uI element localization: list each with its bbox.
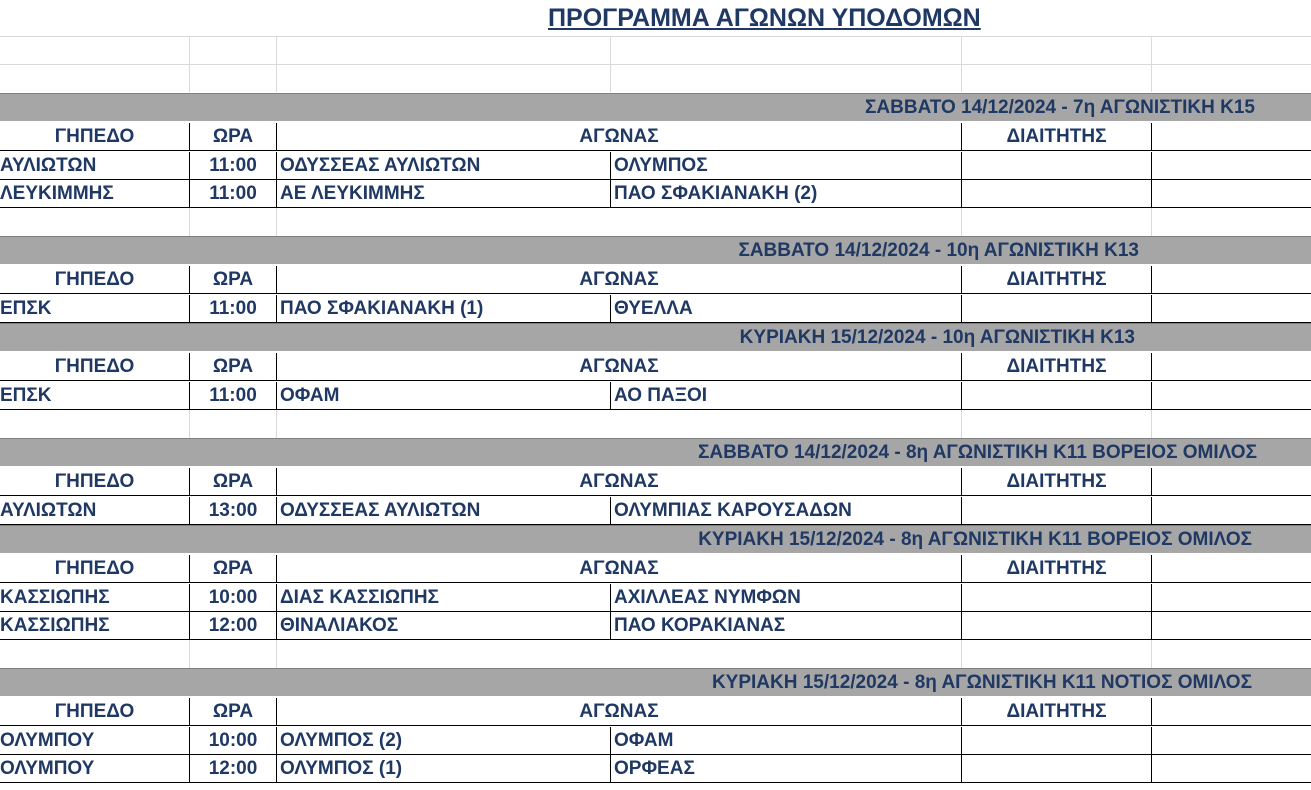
column-header-row [0,123,1311,151]
section-heading: ΣΑΒΒΑΤΟ 14/12/2024 - 8η ΑΓΩΝΙΣΤΙΚΗ Κ11 ΒΟΡΕΙΟΣ ΟΜΙΛΟΣ [697,441,1257,463]
time-cell: 11:00 [190,382,277,409]
venue-cell: ΕΠΣΚ [0,382,190,409]
venue-cell: ΛΕΥΚΙΜΜΗΣ [0,180,190,207]
table-row [0,612,1311,640]
gridline [0,64,1311,65]
gridline [276,410,277,438]
time-header: ΩΡΑ [190,468,277,495]
home-team-cell: ΟΔΥΣΣΕΑΣ ΑΥΛΙΩΤΩΝ [277,152,611,179]
match-header: ΑΓΩΝΑΣ [277,468,962,495]
table-row [0,727,1311,755]
referee-cell [962,497,1152,524]
time-header: ΩΡΑ [190,123,277,150]
time-cell: 11:00 [190,152,277,179]
referee-header: ΔΙΑΙΤΗΤΗΣ [962,555,1152,582]
venue-cell: ΑΥΛΙΩΤΩΝ [0,152,190,179]
time-cell: 13:00 [190,497,277,524]
section-heading: ΣΑΒΒΑΤΟ 14/12/2024 - 7η ΑΓΩΝΙΣΤΙΚΗ Κ15 [865,96,1255,118]
gridline [1151,36,1152,92]
venue-header: ΓΗΠΕΔΟ [0,123,190,150]
venue-header: ΓΗΠΕΔΟ [0,555,190,582]
section-heading: ΚΥΡΙΑΚΗ 15/12/2024 - 10η ΑΓΩΝΙΣΤΙΚΗ Κ13 [739,326,1135,348]
gridline [276,36,277,92]
venue-header: ΓΗΠΕΔΟ [0,266,190,293]
time-cell: 11:00 [190,180,277,207]
table-row [0,152,1311,180]
section-heading-band [0,323,1311,351]
referee-header: ΔΙΑΙΤΗΤΗΣ [962,266,1152,293]
table-row [0,295,1311,323]
away-team-cell: ΘΥΕΛΛΑ [611,295,962,322]
home-team-cell: ΟΦΑΜ [277,382,611,409]
venue-cell: ΕΠΣΚ [0,295,190,322]
home-team-cell: ΟΔΥΣΣΕΑΣ ΑΥΛΙΩΤΩΝ [277,497,611,524]
gridline [1151,410,1152,438]
column-header-row [0,698,1311,726]
referee-header: ΔΙΑΙΤΗΤΗΣ [962,123,1152,150]
gridline [0,36,1311,37]
table-row [0,584,1311,612]
away-team-cell: ΠΑΟ ΚΟΡΑΚΙΑΝΑΣ [611,612,962,639]
time-cell: 10:00 [190,727,277,754]
venue-cell: ΚΑΣΣΙΩΠΗΣ [0,612,190,639]
referee-cell [962,755,1152,782]
match-header: ΑΓΩΝΑΣ [277,266,962,293]
referee-cell [962,727,1152,754]
table-row [0,180,1311,208]
away-team-cell: ΑΧΙΛΛΕΑΣ ΝΥΜΦΩΝ [611,584,962,611]
time-cell: 12:00 [190,612,277,639]
gridline [1151,640,1152,668]
gridline [276,640,277,668]
venue-cell: ΚΑΣΣΙΩΠΗΣ [0,584,190,611]
referee-cell [962,382,1152,409]
section-heading-band [0,525,1311,553]
section-heading-band [0,236,1311,264]
column-header-row [0,555,1311,583]
venue-cell: ΑΥΛΙΩΤΩΝ [0,497,190,524]
table-row [0,497,1311,525]
gridline [961,640,962,668]
away-team-cell: ΠΑΟ ΣΦΑΚΙΑΝΑΚΗ (2) [611,180,962,207]
away-team-cell: ΟΛΥΜΠΙΑΣ ΚΑΡΟΥΣΑΔΩΝ [611,497,962,524]
referee-header: ΔΙΑΙΤΗΤΗΣ [962,698,1152,725]
match-header: ΑΓΩΝΑΣ [277,123,962,150]
time-header: ΩΡΑ [190,353,277,380]
gridline [1151,208,1152,236]
away-team-cell: ΟΡΦΕΑΣ [611,755,962,782]
home-team-cell: ΔΙΑΣ ΚΑΣΣΙΩΠΗΣ [277,584,611,611]
venue-header: ΓΗΠΕΔΟ [0,698,190,725]
section-heading: ΣΑΒΒΑΤΟ 14/12/2024 - 10η ΑΓΩΝΙΣΤΙΚΗ Κ13 [738,239,1139,261]
gridline [961,410,962,438]
venue-cell: ΟΛΥΜΠΟΥ [0,727,190,754]
away-team-cell: ΑΟ ΠΑΞΟΙ [611,382,962,409]
column-header-row [0,266,1311,294]
section-heading-band [0,668,1311,696]
venue-header: ΓΗΠΕΔΟ [0,353,190,380]
referee-cell [962,612,1152,639]
gridline [189,640,190,668]
referee-cell [962,584,1152,611]
referee-header: ΔΙΑΙΤΗΤΗΣ [962,353,1152,380]
time-header: ΩΡΑ [190,266,277,293]
section-heading: ΚΥΡΙΑΚΗ 15/12/2024 - 8η ΑΓΩΝΙΣΤΙΚΗ Κ11 ΝΟΤΙΟΣ ΟΜΙΛΟΣ [711,671,1252,693]
gridline [961,208,962,236]
gridline [610,36,611,92]
match-header: ΑΓΩΝΑΣ [277,555,962,582]
venue-header: ΓΗΠΕΔΟ [0,468,190,495]
table-row [0,382,1311,410]
time-cell: 10:00 [190,584,277,611]
section-heading-band [0,438,1311,466]
gridline [276,208,277,236]
away-team-cell: ΟΦΑΜ [611,727,962,754]
away-team-cell: ΟΛΥΜΠΟΣ [611,152,962,179]
referee-cell [962,152,1152,179]
gridline [189,208,190,236]
referee-cell [962,180,1152,207]
home-team-cell: ΟΛΥΜΠΟΣ (1) [277,755,611,782]
home-team-cell: ΘΙΝΑΛΙΑΚΟΣ [277,612,611,639]
referee-cell [962,295,1152,322]
column-header-row [0,468,1311,496]
match-header: ΑΓΩΝΑΣ [277,353,962,380]
section-heading: ΚΥΡΙΑΚΗ 15/12/2024 - 8η ΑΓΩΝΙΣΤΙΚΗ Κ11 ΒΟΡΕΙΟΣ ΟΜΙΛΟΣ [698,528,1252,550]
time-header: ΩΡΑ [190,698,277,725]
match-header: ΑΓΩΝΑΣ [277,698,962,725]
column-header-row [0,353,1311,381]
section-heading-band [0,93,1311,121]
gridline [189,410,190,438]
home-team-cell: ΠΑΟ ΣΦΑΚΙΑΝΑΚΗ (1) [277,295,611,322]
table-row [0,755,1311,783]
gridline [189,36,190,92]
time-cell: 12:00 [190,755,277,782]
time-header: ΩΡΑ [190,555,277,582]
referee-header: ΔΙΑΙΤΗΤΗΣ [962,468,1152,495]
home-team-cell: ΑΕ ΛΕΥΚΙΜΜΗΣ [277,180,611,207]
gridline [961,36,962,92]
venue-cell: ΟΛΥΜΠΟΥ [0,755,190,782]
home-team-cell: ΟΛΥΜΠΟΣ (2) [277,727,611,754]
page-title: ΠΡΟΓΡΑΜΜΑ ΑΓΩΝΩΝ ΥΠΟΔΟΜΩΝ [548,4,981,32]
time-cell: 11:00 [190,295,277,322]
